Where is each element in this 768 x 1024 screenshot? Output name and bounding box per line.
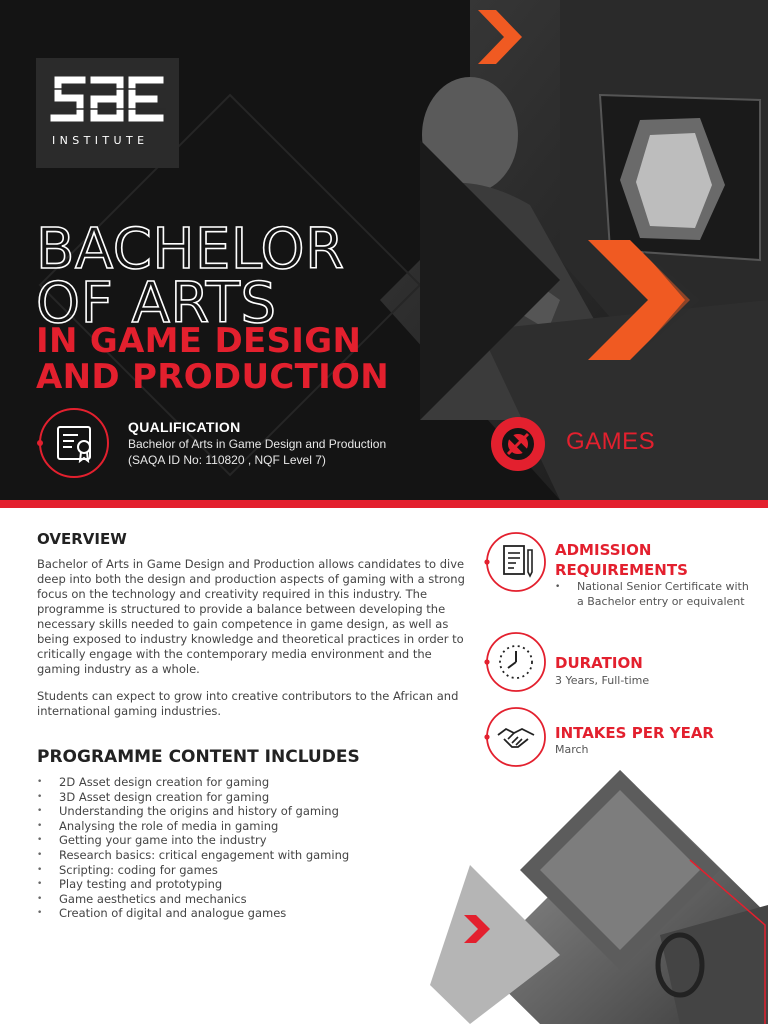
programme-list — [37, 775, 349, 921]
list-item: • Scripting: coding for games — [37, 863, 349, 878]
admission-requirement: • National Senior Certificate with a Bachelor entry or equivalent — [555, 580, 755, 609]
list-item: • Play testing and prototyping — [37, 877, 349, 892]
programme-heading: PROGRAMME CONTENT INCLUDES — [37, 747, 360, 767]
certificate-icon — [36, 405, 112, 481]
overview-paragraph-1: Bachelor of Arts in Game Design and Production allows candidates to dive deep into both the design and production aspects of gaming with a strong focus on the technology and creativity required in this industry. The programme is structured to provide a balance between developing the necessary skills needed to gain competence in game design, as well as being exposed to industry knowledge and theoretical practices in order to critically engage with the contemporary media environment and the gaming industry as a whole. — [37, 557, 465, 676]
hero-banner — [0, 0, 768, 502]
list-item: • Game aesthetics and mechanics — [37, 892, 349, 907]
qualification-name: Bachelor of Arts in Game Design and Production — [128, 437, 387, 451]
logo-subtitle: INSTITUTE — [52, 134, 149, 147]
bottom-photo-collage — [430, 765, 768, 1024]
qualification-title: QUALIFICATION — [128, 419, 241, 435]
intakes-value: March — [555, 743, 589, 756]
subtitle-line-2: AND PRODUCTION — [36, 357, 390, 397]
overview-heading: OVERVIEW — [37, 530, 127, 548]
subtitle-line-1: IN GAME DESIGN — [36, 321, 362, 361]
list-item: • 3D Asset design creation for gaming — [37, 790, 349, 805]
list-item: • Getting your game into the industry — [37, 833, 349, 848]
hero-divider — [0, 500, 768, 508]
admission-title-1: ADMISSION — [555, 541, 652, 559]
sae-logo — [36, 58, 179, 168]
overview-paragraph-2: Students can expect to grow into creative contributors to the African and international gaming industries. — [37, 689, 459, 718]
games-label: GAMES — [566, 428, 656, 455]
title-line-1: BACHELOR — [36, 217, 345, 282]
title-line-2: OF ARTS — [36, 271, 277, 336]
sae-logo-mark-icon — [50, 72, 166, 128]
clock-icon — [484, 630, 548, 694]
list-item: • Creation of digital and analogue games — [37, 906, 349, 921]
list-item: • 2D Asset design creation for gaming — [37, 775, 349, 790]
list-item: • Understanding the origins and history of gaming — [37, 804, 349, 819]
list-item: • Research basics: critical engagement with gaming — [37, 848, 349, 863]
handshake-icon — [484, 705, 548, 769]
duration-value: 3 Years, Full-time — [555, 674, 650, 687]
duration-title: DURATION — [555, 654, 643, 672]
document-pen-icon — [484, 530, 548, 594]
admission-title-2: REQUIREMENTS — [555, 561, 688, 579]
games-logo-icon — [486, 416, 550, 472]
intakes-title: INTAKES PER YEAR — [555, 724, 714, 742]
list-item: • Analysing the role of media in gaming — [37, 819, 349, 834]
qualification-saqa: (SAQA ID No: 110820 , NQF Level 7) — [128, 453, 326, 467]
